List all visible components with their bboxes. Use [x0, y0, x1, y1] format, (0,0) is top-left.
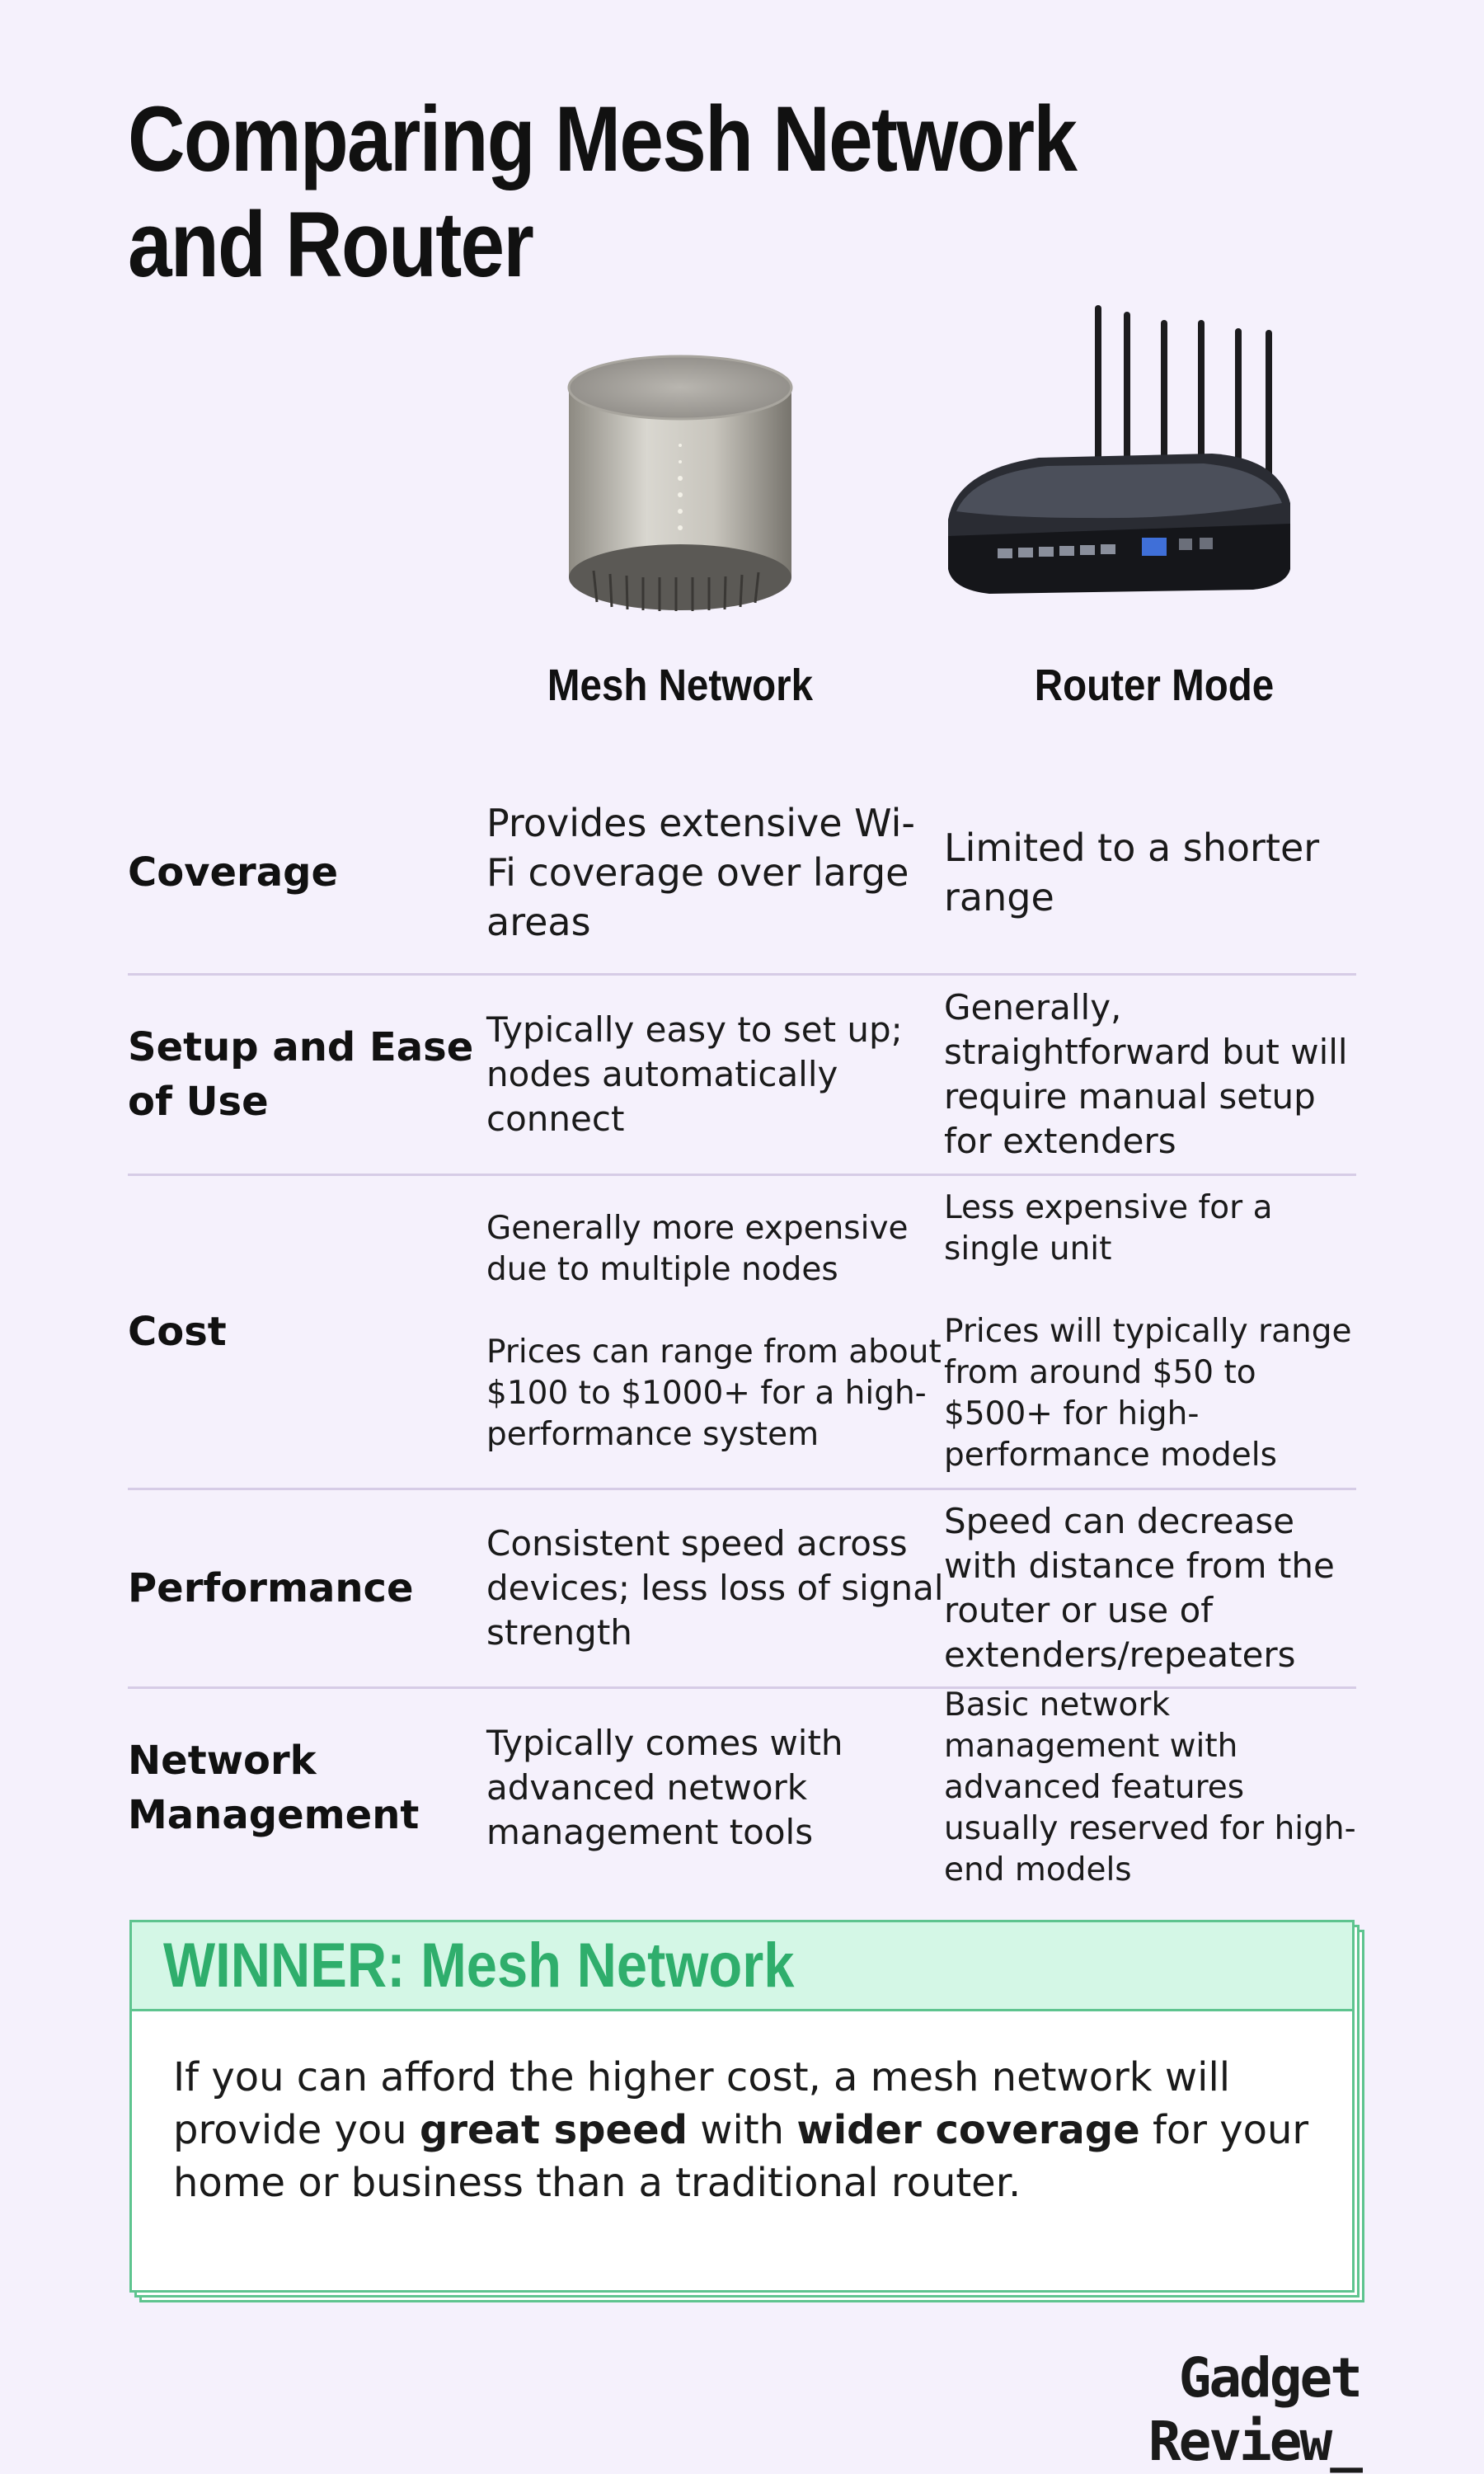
router-cell-text: Basic network management with advanced features usually reserved for high-end models — [944, 1686, 1356, 1888]
winner-text — [132, 2011, 1352, 2209]
router-cell — [944, 1686, 1356, 1888]
column-header-mesh: Mesh Network — [547, 661, 814, 710]
mesh-cell-text: Typically comes with advanced network management tools — [486, 1723, 843, 1852]
mesh-cell — [486, 1490, 944, 1686]
router-cell — [944, 1176, 1356, 1488]
column-header-router: Router Mode — [1034, 661, 1275, 710]
mesh-cell-text: Typically easy to set up; nodes automatically connect — [486, 1009, 903, 1139]
router-device-image — [940, 305, 1294, 643]
winner-bold-speed: great speed — [419, 2107, 688, 2153]
row-label: Network Management — [128, 1738, 420, 1838]
winner-bold-coverage: wider coverage — [796, 2107, 1140, 2153]
router-cell-text: Limited to a shorter range — [944, 825, 1320, 920]
winner-text-part: for your home or business than a traditional router. — [173, 2107, 1309, 2206]
mesh-cell-text: Consistent speed across devices; less loss of signal strength — [486, 1523, 944, 1653]
mesh-device-image — [561, 355, 800, 627]
router-cell — [944, 1490, 1356, 1686]
table-row-cost — [128, 1176, 1356, 1490]
mesh-cell-text: Generally more expensive due to multiple nodes — [486, 1210, 909, 1288]
mesh-cell — [486, 1689, 944, 1887]
page-title: Comparing Mesh Network and Router — [128, 87, 1077, 296]
row-label: Performance — [128, 1565, 414, 1611]
winner-text-part: If you can afford the higher cost, a mesh network will provide you — [173, 2054, 1231, 2153]
winner-title: WINNER: Mesh Network — [163, 1931, 795, 2001]
table-row-setup — [128, 976, 1356, 1176]
winner-text-part: with — [688, 2107, 797, 2153]
router-cell-text: Generally, straightforward but will require manual setup for extenders — [944, 987, 1348, 1161]
mesh-cell — [486, 976, 944, 1174]
row-label: Cost — [128, 1309, 227, 1355]
row-label: Coverage — [128, 849, 339, 896]
router-cell-price: Prices will typically range from around $50 to $500+ for high-performance models — [944, 1313, 1352, 1474]
router-cell-text: Less expensive for a single unit — [944, 1189, 1273, 1268]
mesh-cell — [486, 1176, 944, 1488]
table-row-coverage — [128, 771, 1356, 976]
row-label: Setup and Ease of Use — [128, 1024, 474, 1125]
table-row-network-management — [128, 1686, 1356, 1888]
router-cell — [944, 771, 1356, 973]
mesh-cell — [486, 771, 944, 973]
winner-header — [132, 1922, 1352, 2011]
mesh-cell-price: Prices can range from about $100 to $1000+ for a high-performance system — [486, 1333, 942, 1453]
router-cell-text: Speed can decrease with distance from the router or use of extenders/repeaters — [944, 1501, 1335, 1675]
comparison-table — [128, 771, 1356, 1887]
mesh-cell-text: Provides extensive Wi-Fi coverage over large areas — [486, 800, 916, 944]
brand-logo: Gadget Review_ — [1148, 2346, 1360, 2473]
router-cell — [944, 976, 1356, 1174]
table-row-performance — [128, 1490, 1356, 1689]
winner-box — [129, 1920, 1355, 2293]
